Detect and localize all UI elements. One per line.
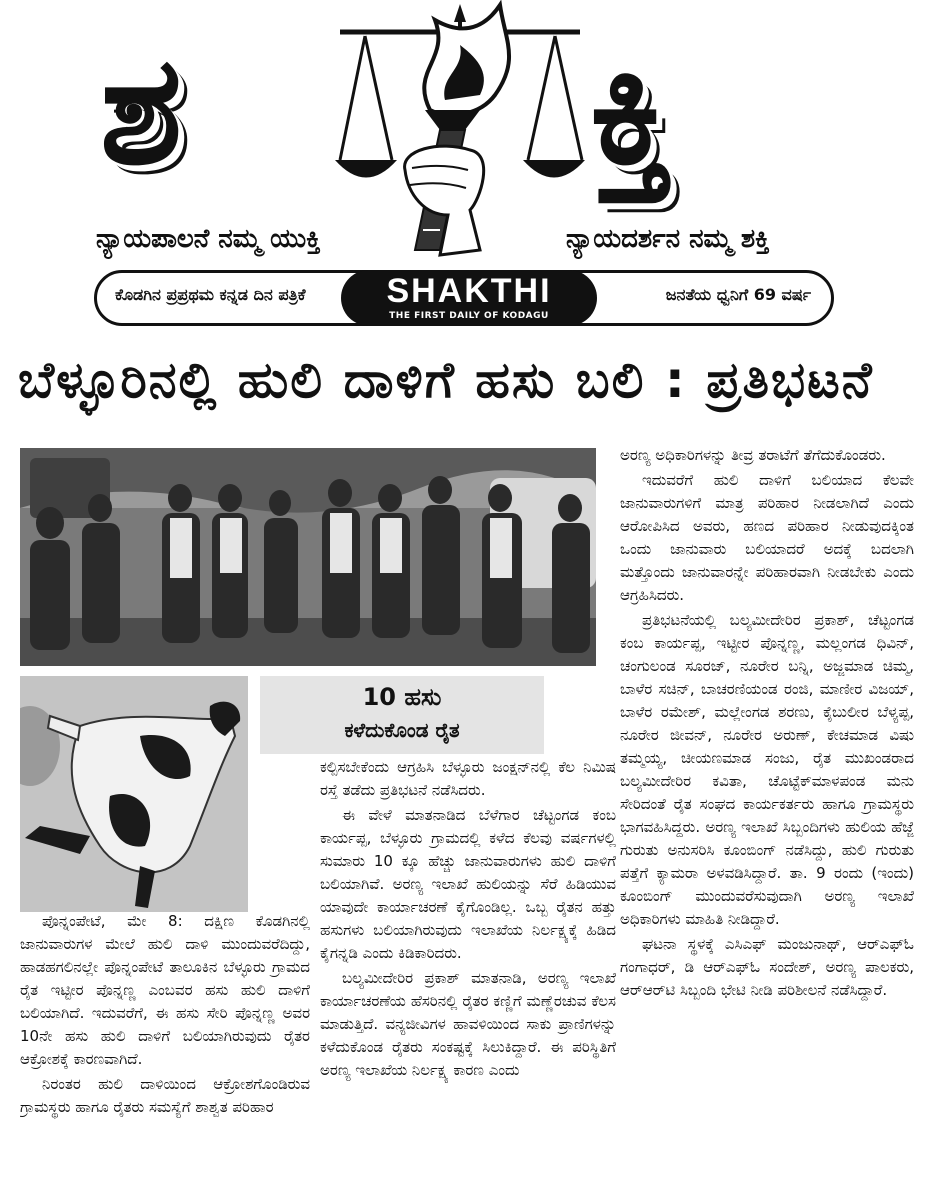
paragraph: ಬಲ್ಯಮೀದೇರಿರ ಪ್ರಕಾಶ್ ಮಾತನಾಡಿ, ಅರಣ್ಯ ಇಲಾಖೆ ಕಾರ್ಯಾಚರಣೆಯ ಹೆಸರಿನಲ್ಲಿ ರೈತರ ಕಣ್ಣಿಗೆ ಮಣ್ಣೆರಚುವ ಕೆಲಸ ಮಾಡುತ್ತಿದೆ. ವನ್ಯಜೀವಿಗಳ ಹಾವಳಿಯಿಂದ ಸಾಕು ಪ್ರಾಣಿಗಳನ್ನು ಕಳೆದುಕೊಂಡ ರೈತರು ಸಂಕಷ್ಟಕ್ಕೆ ಸಿಲುಕಿದ್ದಾರೆ. ಈ ಪರಿಸ್ಥಿತಿಗೆ ಅರಣ್ಯ ಇಲಾಖೆಯ ನಿರ್ಲಕ್ಷ್ಯ ಕಾರಣ ಎಂದು	[320, 969, 616, 1079]
paragraph: ಕಲ್ಪಿಸಬೇಕೆಂದು ಆಗ್ರಹಿಸಿ ಬೆಳ್ಳೂರು ಜಂಕ್ಷನ್‌ನಲ್ಲಿ ಕೆಲ ನಿಮಿಷ ರಸ್ತೆ ತಡೆದು ಪ್ರತಿಭಟನೆ ನಡೆಸಿದರು.	[320, 758, 616, 799]
masthead-title-left: ಶ	[100, 22, 183, 198]
band-tagline-right: ಜನತೆಯ ಧ್ವನಿಗೆ 69 ವರ್ಷ	[665, 285, 811, 304]
paragraph: ಪ್ರತಿಭಟನೆಯಲ್ಲಿ ಬಲ್ಯಮೀದೇರಿರ ಪ್ರಕಾಶ್, ಚೆಟ್ಟಂಗಡ ಕಂಬ ಕಾರ್ಯಪ್ಪ, ಇಟ್ಟೀರ ಪೊನ್ನಣ್ಣ, ಮಲ್ಲಂಗಡ ಧಿವಿನ್, ಚಂಗುಲಂಡ ಸೂರಜ್, ನೂರೇರ ಬನ್ನಿ, ಅಜ್ಜಮಾಡ ಚಿಮ್ಮ, ಬಾಳೆರ ಸಚಿನ್, ಬಾಚರಣಿಯಂಡ ರಂಜಿ, ಮಾಣೀರ ವಿಜಯ್, ಬಾಳೆರ ರಮೇಶ್, ಮಲ್ಲೇಂಗಡ ಶರಣು, ಕೈಬುಲೀರ ಬೆಳ್ಯಪ್ಪ, ನೂರೇರ ಜೀವನ್, ನೂರೇರ ಅರುಣ್, ಕೇಚಮಾಡ ವಿಷು ತಮ್ಮಯ್ಯ, ಚೀಯಣಮಾಡ ಸಂಜು, ರೈತ ಮುಖಂಡರಾದ ಬಲ್ಯಮೀದೇರಿರ ಕವಿತಾ, ಚೊಟ್ಟೆಕ್‌ಮಾಳಪಂಡ ಮನು ಸೇರಿದಂತೆ ರೈತ ಸಂಘದ ಕಾರ್ಯಕರ್ತರು ಹಾಗೂ ಗ್ರಾಮಸ್ಥರು ಭಾಗವಹಿಸಿದ್ದರು. ಅರಣ್ಯ ಇಲಾಖೆ ಸಿಬ್ಬಂದಿಗಳು ಹುಲಿಯ ಹೆಜ್ಜೆ ಗುರುತು ಅನುಸರಿಸಿ ಕೂಂಬಿಂಗ್ ನಡೆಸಿದ್ದು, ಹುಲಿ ಗುರುತು ಪತ್ತೆಗೆ ಕ್ಯಾಮರಾ ಅಳವಡಿಸಿದ್ದಾರೆ. ತಾ. 9 ರಂದು (ಇಂದು) ಕೂಂಬಿಂಗ್ ಮುಂದುವರೆಸುವುದಾಗಿ ಅರಣ್ಯ ಇಲಾಖೆ ಅಧಿಕಾರಿಗಳು ಮಾಹಿತಿ ನೀಡಿದ್ದಾರೆ.	[620, 611, 914, 928]
motto-left: ನ್ಯಾಯಪಾಲನೆ ನಮ್ಮ ಯುಕ್ತಿ	[96, 224, 321, 254]
subheading-line-1: 10 ಹಸು	[362, 683, 442, 711]
masthead	[0, 0, 936, 335]
article-column-left	[20, 910, 310, 1200]
protest-group-photo	[20, 448, 596, 666]
article-column-right	[620, 444, 914, 1200]
brand-subtitle: THE FIRST DAILY OF KODAGU	[389, 311, 549, 321]
paragraph: ಘಟನಾ ಸ್ಥಳಕ್ಕೆ ಎಸಿಎಫ್ ಮಂಜುನಾಥ್, ಆರ್‌ಎಫ್‌ಓ ಗಂಗಾಧರ್, ಡಿ ಆರ್‌ಎಫ್‌ಓ ಸಂದೇಶ್, ಅರಣ್ಯ ಪಾಲಕರು, ಆರ್‌ಆರ್‌ಟಿ ಸಿಬ್ಬಂದಿ ಭೇಟಿ ನೀಡಿ ಪರಿಶೀಲನೆ ನಡೆಸಿದ್ದಾರೆ.	[620, 935, 914, 999]
paragraph: ಇದುವರೆಗೆ ಹುಲಿ ದಾಳಿಗೆ ಬಲಿಯಾದ ಕೆಲವೇ ಜಾನುವಾರುಗಳಿಗೆ ಮಾತ್ರ ಪರಿಹಾರ ನೀಡಲಾಗಿದೆ ಎಂದು ಆರೋಪಿಸಿದ ಅವರು, ಹಣದ ಪರಿಹಾರ ನೀಡುವುದಕ್ಕಿಂತ ಒಂದು ಜಾನುವಾರು ಬಲಿಯಾದರೆ ಅದಕ್ಕೆ ಬದಲಾಗಿ ಮತ್ತೊಂದು ಜಾನುವಾರನ್ನೇ ಪರಿಹಾರವಾಗಿ ನೀಡಬೇಕು ಎಂದು ಆಗ್ರಹಿಸಿದರು.	[620, 471, 914, 604]
dead-cow-photo	[20, 676, 248, 912]
masthead-title-right: ಕ್ತಿ	[590, 22, 673, 198]
motto-right: ನ್ಯಾಯದರ್ಶನ ನಮ್ಮ ಶಕ್ತಿ	[566, 224, 770, 254]
article-column-middle	[320, 756, 616, 1200]
headline: ಬೆಳ್ಳೂರಿನಲ್ಲಿ ಹುಲಿ ದಾಳಿಗೆ ಹಸು ಬಲಿ : ಪ್ರತಿಭಟನೆ	[18, 351, 874, 409]
subheading-line-2: ಕಳೆದುಕೊಂಡ ರೈತ	[344, 718, 460, 742]
subheading-box	[260, 676, 544, 754]
scales-torch-emblem-icon	[330, 0, 590, 260]
paragraph: ನಿರಂತರ ಹುಲಿ ದಾಳಿಯಿಂದ ಆಕ್ರೋಶಗೊಂಡಿರುವ ಗ್ರಾಮಸ್ಥರು ಹಾಗೂ ರೈತರು ಸಮಸ್ಯೆಗೆ ಶಾಶ್ವತ ಪರಿಹಾರ	[20, 1075, 310, 1116]
brand-logo	[341, 270, 597, 326]
band-tagline-left: ಕೊಡಗಿನ ಪ್ರಪ್ರಥಮ ಕನ್ನಡ ದಿನ ಪತ್ರಿಕೆ	[115, 285, 306, 304]
cow-photo-illustration-icon	[20, 676, 248, 912]
brand-name: SHAKTHI	[386, 272, 552, 310]
masthead-band	[94, 270, 834, 326]
paragraph: ಈ ವೇಳೆ ಮಾತನಾಡಿದ ಬೆಳೆಗಾರ ಚೆಟ್ಟಂಗಡ ಕಂಬ ಕಾರ್ಯಪ್ಪ, ಬೆಳ್ಳೂರು ಗ್ರಾಮದಲ್ಲಿ ಕಳೆದ ಕೆಲವು ವರ್ಷಗಳಲ್ಲಿ ಸುಮಾರು 10 ಕ್ಕೂ ಹೆಚ್ಚು ಜಾನುವಾರುಗಳು ಹುಲಿ ದಾಳಿಗೆ ಬಲಿಯಾಗಿವೆ. ಅರಣ್ಯ ಇಲಾಖೆ ಹುಲಿಯನ್ನು ಸೆರೆ ಹಿಡಿಯುವ ಯಾವುದೇ ಕಾರ್ಯಾಚರಣೆ ಕೈಗೊಂಡಿಲ್ಲ. ಒಬ್ಬ ರೈತನ ಹತ್ತು ಹಸುಗಳು ಬಲಿಯಾಗಿರುವುದು ಇಲಾಖೆಯ ನಿರ್ಲಕ್ಷ್ಯಕ್ಕೆ ಹಿಡಿದ ಕೈಗನ್ನಡಿ ಎಂದು ಕಿಡಿಕಾರಿದರು.	[320, 806, 616, 962]
protest-photo-illustration-icon	[20, 448, 596, 666]
paragraph: ಪೊನ್ನಂಪೇಟೆ, ಮೇ 8: ದಕ್ಷಿಣ ಕೊಡಗಿನಲ್ಲಿ ಜಾನುವಾರುಗಳ ಮೇಲೆ ಹುಲಿ ದಾಳಿ ಮುಂದುವರೆದಿದ್ದು, ಹಾಡಹಗಲಿನಲ್ಲೇ ಪೊನ್ನಂಪೇಟೆ ತಾಲೂಕಿನ ಬೆಳ್ಳೂರು ಗ್ರಾಮದ ರೈತ ಇಟ್ಟೀರ ಪೊನ್ನಣ್ಣ ಎಂಬವರ ಹಸು ಹುಲಿ ದಾಳಿಗೆ ಬಲಿಯಾಗಿದೆ. ಇದುವರೆಗೆ, ಈ ಹಸು ಸೇರಿ ಪೊನ್ನಣ್ಣ ಅವರ 10ನೇ ಹಸು ಹುಲಿ ದಾಳಿಗೆ ಬಲಿಯಾಗಿರುವುದು ರೈತರ ಆಕ್ರೋಶಕ್ಕೆ ಕಾರಣವಾಗಿದೆ.	[20, 912, 310, 1068]
paragraph: ಅರಣ್ಯ ಅಧಿಕಾರಿಗಳನ್ನು ತೀವ್ರ ತರಾಟೆಗೆ ತೆಗೆದುಕೊಂಡರು.	[620, 446, 886, 464]
